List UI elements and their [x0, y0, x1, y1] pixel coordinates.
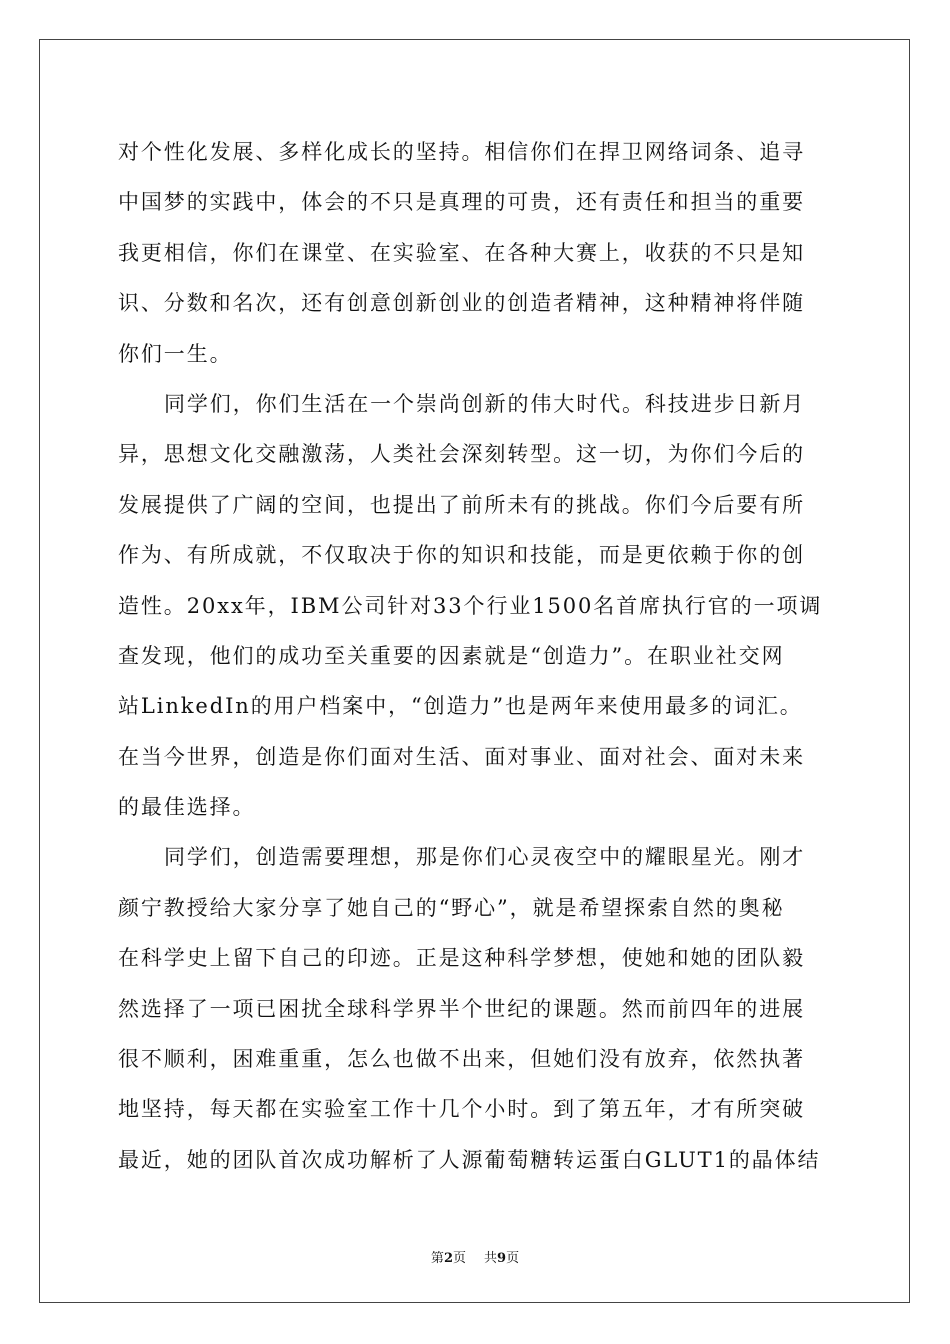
text-line: 你们一生。 [118, 341, 233, 366]
text-line: 作为、有所成就，不仅取决于你的知识和技能，而是更依赖于你的创 [118, 543, 805, 568]
page-current-number: 2 [443, 1251, 453, 1266]
total-suffix: 页 [506, 1251, 520, 1266]
text-line: 站LinkedIn的用户档案中，“创造力”也是两年来使用最多的词汇。 [118, 694, 803, 719]
text-line: 识、分数和名次，还有创意创新创业的创造者精神，这种精神将伴随 [118, 291, 805, 316]
page-footer [0, 1247, 950, 1266]
page-suffix: 页 [452, 1251, 466, 1266]
text-line: 同学们，你们生活在一个崇尚创新的伟大时代。科技进步日新月 [164, 391, 806, 416]
text-line: 在科学史上留下自己的印迹。正是这种科学梦想，使她和她的团队毅 [118, 946, 805, 971]
text-line: 查发现，他们的成功至关重要的因素就是“创造力”。在职业社交网 [118, 643, 785, 668]
total-prefix: 共 [484, 1251, 498, 1266]
text-line: 我更相信，你们在课堂、在实验室、在各种大赛上，收获的不只是知 [118, 240, 805, 265]
text-line: 造性。20xx年，IBM公司针对33个行业1500名首席执行官的一项调 [118, 593, 823, 618]
text-line: 然选择了一项已困扰全球科学界半个世纪的课题。然而前四年的进展 [118, 996, 805, 1021]
text-line: 颜宁教授给大家分享了她自己的“野心”，就是希望探索自然的奥秘 [118, 895, 785, 920]
text-line: 的最佳选择。 [118, 795, 256, 820]
text-line: 发展提供了广阔的空间，也提出了前所未有的挑战。你们今后要有所 [118, 492, 805, 517]
text-line: 在当今世界，创造是你们面对生活、面对事业、面对社会、面对未来 [118, 744, 805, 769]
text-line: 对个性化发展、多样化成长的坚持。相信你们在捍卫网络词条、追寻 [118, 140, 805, 164]
text-line: 异，思想文化交融激荡，人类社会深刻转型。这一切，为你们今后的 [118, 442, 805, 467]
text-line: 地坚持，每天都在实验室工作十几个小时。到了第五年，才有所突破 [118, 1097, 805, 1122]
page-prefix: 第 [430, 1251, 444, 1266]
text-line: 中国梦的实践中，体会的不只是真理的可贵，还有责任和担当的重要 [118, 190, 805, 215]
page-total-number: 9 [497, 1251, 507, 1266]
text-line: 最近，她的团队首次成功解析了人源葡萄糖转运蛋白GLUT1的晶体结 [118, 1147, 821, 1172]
document-body [118, 127, 838, 1185]
text-line: 很不顺利，困难重重，怎么也做不出来，但她们没有放弃，依然执著 [118, 1047, 805, 1072]
text-line: 同学们，创造需要理想，那是你们心灵夜空中的耀眼星光。刚才 [164, 845, 806, 870]
